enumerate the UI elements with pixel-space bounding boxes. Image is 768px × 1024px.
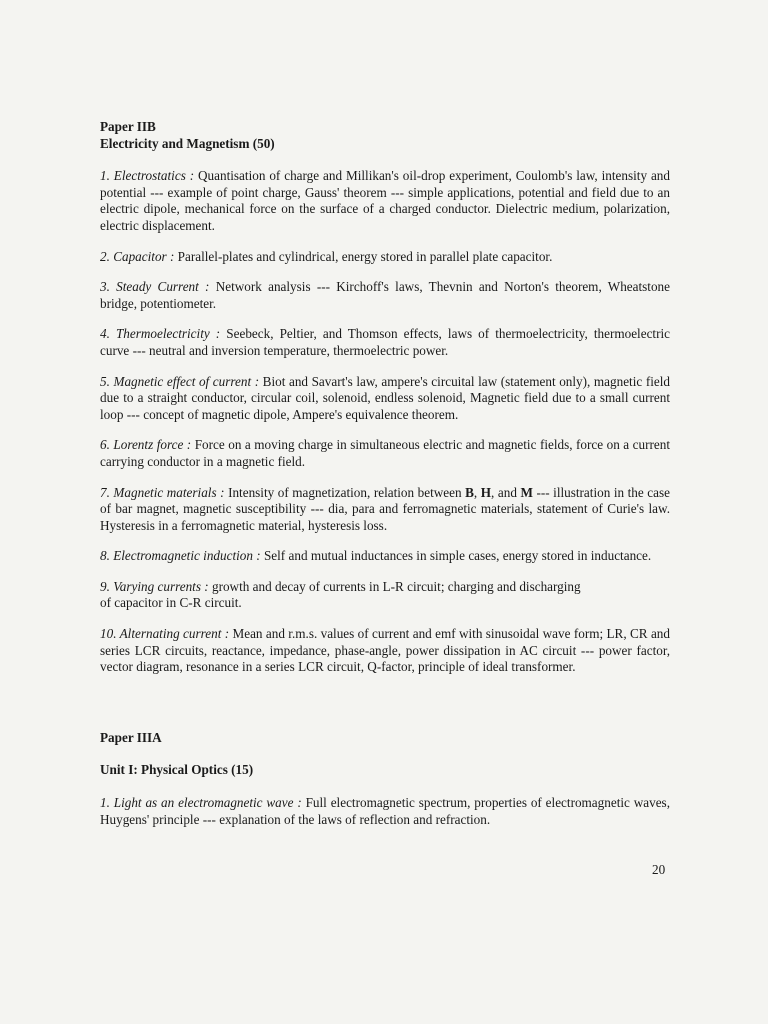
topic-text: Seebeck, Peltier, and Thomson effects, laws of thermoelectricity, thermoelectric curve --- neutral and inversion temperature, thermoelectric power. (100, 326, 670, 358)
topic-text: Biot and Savart's law, ampere's circuital law (statement only), magnetic field due to a straight conductor, circular coil, solenoid, endless solenoid, Magnetic field due to a small current loop --- concept of magnetic dipole, Ampere's equivalence theorem. (100, 373, 670, 422)
topic-title: 1. Light as an electromagnetic wave : (100, 795, 302, 811)
topic-varying-currents (100, 579, 670, 612)
topic-text: Mean and r.m.s. values of current and emf with sinusoidal wave form; LR, CR and series LCR circuits, reactance, impedance, phase-angle, power dissipation in AC circuit --- power factor, vector diagram, resonance in a series LCR circuit, Q-factor, principle of ideal transformer. (100, 626, 670, 675)
electricity-magnetism-heading: Electricity and Magnetism (50) (100, 135, 275, 151)
topic-electrostatics (100, 168, 670, 234)
topic-text-continued: of capacitor in C-R circuit. (100, 595, 242, 611)
symbol-m: M (520, 484, 533, 500)
topic-magnetic-effect-of-current (100, 374, 670, 424)
topic-title: 10. Alternating current : (100, 626, 230, 642)
topic-text: Quantisation of charge and Millikan's oil-drop experiment, Coulomb's law, intensity and potential --- example of point charge, Gauss' theorem --- simple applications, potential and field due to an electric dipole, mechanical force on the surface of a charged conductor. Dielectric medium, polarization, electric displacement. (100, 168, 670, 233)
topic-title: 7. Magnetic materials : (100, 484, 225, 500)
topic-text: Full electromagnetic spectrum, properties of electromagnetic waves, Huygens' principle --- explanation of the laws of reflection and refraction. (100, 795, 670, 827)
topic-lorentz-force (100, 437, 670, 470)
topic-light-as-em-wave (100, 795, 670, 828)
topic-alternating-current (100, 626, 670, 676)
page-number: 20 (652, 862, 666, 877)
symbol-b: B (465, 484, 474, 500)
topic-text: --- illustration in the case of bar magnet, magnetic susceptibility --- dia, para and ferromagnetic materials, statement of Curie's law. Hysteresis in a ferromagnetic material, hysteresis loss. (100, 484, 670, 533)
topic-title: 6. Lorentz force : (100, 437, 192, 453)
topic-title: 8. Electromagnetic induction : (100, 548, 261, 564)
topic-title: 9. Varying currents : (100, 578, 209, 594)
topic-title: 3. Steady Current : (100, 279, 210, 295)
separator: , and (491, 484, 521, 500)
topic-text: Parallel-plates and cylindrical, energy stored in parallel plate capacitor. (174, 248, 553, 264)
topic-capacitor (100, 249, 670, 266)
separator: , (473, 484, 481, 500)
topic-text: Network analysis --- Kirchoff's laws, Thevnin and Norton's theorem, Wheatstone bridge, potentiometer. (100, 279, 670, 311)
topic-title: 1. Electrostatics : (100, 168, 195, 184)
topic-text: Self and mutual inductances in simple cases, energy stored in inductance. (260, 548, 652, 564)
topic-title: 5. Magnetic effect of current : (100, 373, 260, 389)
paper-iib-heading: Paper IIB (100, 119, 156, 134)
symbol-h: H (480, 484, 492, 500)
topic-text: Intensity of magnetization, relation between (224, 484, 466, 500)
topic-magnetic-materials (100, 485, 670, 535)
physical-optics-heading: Unit I: Physical Optics (15) (100, 762, 254, 778)
topic-text: Force on a moving charge in simultaneous electric and magnetic fields, force on a current carrying conductor in a magnetic field. (100, 437, 670, 469)
page-content (100, 119, 670, 828)
paper-iiia-heading: Paper IIIA (100, 729, 162, 745)
topic-text: growth and decay of currents in L-R circuit; charging and discharging (208, 578, 581, 594)
topic-steady-current (100, 279, 670, 312)
topic-title: 4. Thermoelectricity : (100, 326, 221, 342)
topic-thermoelectricity (100, 326, 670, 359)
topic-electromagnetic-induction (100, 548, 670, 565)
topic-title: 2. Capacitor : (100, 248, 175, 264)
